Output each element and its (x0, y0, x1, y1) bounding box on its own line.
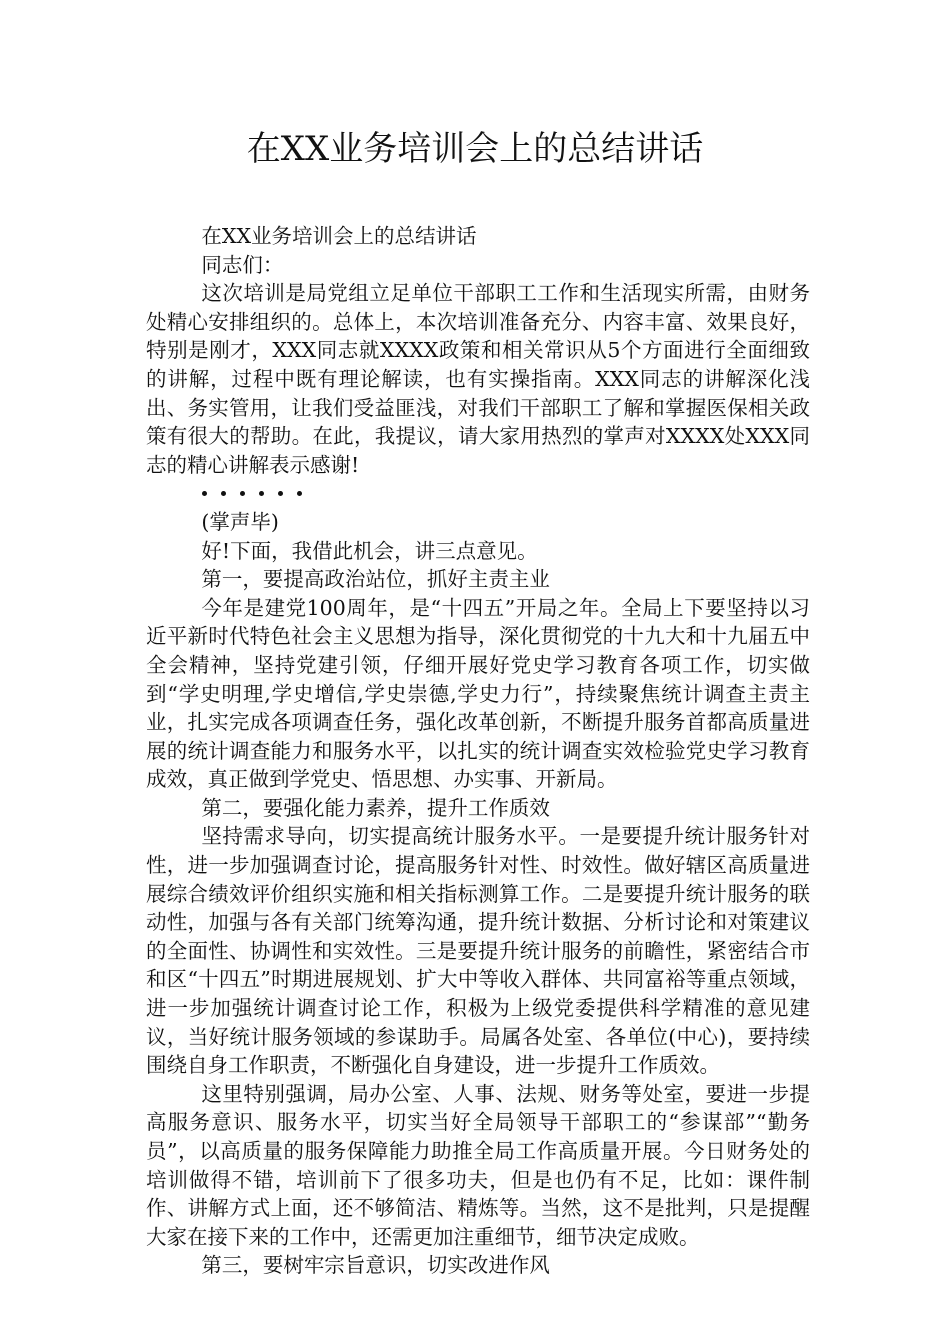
section-heading-3: 第三，要树牢宗旨意识，切实改进作风 (201, 1253, 550, 1278)
dot (297, 491, 302, 496)
applause-note: (掌声毕) (201, 509, 279, 534)
section-heading-1: 第一，要提高政治站位，抓好主责主业 (201, 567, 550, 592)
paragraph-section-2: 坚持需求导向，切实提高统计服务水平。一是要提升统计服务针对性，进一步加强调查讨论，提高服务针对性、时效性。做好辖区高质量进展综合绩效评价组织实施和相关指标测算工作。二是要提升统计服务的联动性，加强与各有关部门统筹沟通，提升统计数据、分析讨论和对策建议的全面性、协调性和实效性。三是要提升统计服务的前瞻性，紧密结合市和区“十四五”时期进展规划、扩大中等收入群体、共同富裕等重点领域，进一步加强统计调查讨论工作，积极为上级党委提供科学精准的意见建议，当好统计服务领域的参谋助手。局属各处室、各单位(中心)，要持续围绕自身工作职责，不断强化自身建设，进一步提升工作质效。 (146, 824, 810, 1078)
greeting: 同志们： (201, 252, 284, 277)
dot (221, 491, 226, 496)
intro-line: 好!下面，我借此机会，讲三点意见。 (201, 538, 538, 563)
subtitle: 在XX业务培训会上的总结讲话 (201, 224, 477, 248)
dot (202, 491, 207, 496)
dot (259, 491, 264, 496)
ellipsis-dots (146, 479, 810, 508)
section-heading-2: 第二，要强化能力素养，提升工作质效 (201, 795, 550, 820)
paragraph-section-1: 今年是建党100周年，是“十四五”开局之年。全局上下要坚持以习近平新时代特色社会主义思想为指导，深化贯彻党的十九大和十九届五中全会精神，坚持党建引领，仔细开展好党史学习教育各项工作，切实做到“学史明理,学史增信,学史崇德,学史力行”，持续聚焦统计调查主责主业，扎实完成各项调查任务，强化改革创新，不断提升服务首都高质量进展的统计调查能力和服务水平，以扎实的统计调查实效检验党史学习教育成效，真正做到学党史、悟思想、办实事、开新局。 (146, 595, 810, 792)
dot (278, 491, 283, 496)
dot (240, 491, 245, 496)
document-title: 在XX业务培训会上的总结讲话 (246, 129, 704, 169)
paragraph-thanks: 这次培训是局党组立足单位干部职工工作和生活现实所需，由财务处精心安排组织的。总体上，本次培训准备充分、内容丰富、效果良好，特别是刚才，XXX同志就XXXX政策和相关常识从5个方面进行全面细致的讲解，过程中既有理论解读，也有实操指南。XXX同志的讲解深化浅出、务实管用，让我们受益匪浅，对我们干部职工了解和掌握医保相关政策有很大的帮助。在此，我提议，请大家用热烈的掌声对XXXX处XXX同志的精心讲解表示感谢! (146, 281, 810, 477)
document-body (146, 222, 810, 1280)
paragraph-emphasis: 这里特别强调，局办公室、人事、法规、财务等处室，要进一步提高服务意识、服务水平，切实当好全局领导干部职工的“参谋部”“勤务员”，以高质量的服务保障能力助推全局工作高质量开展。今日财务处的培训做得不错，培训前下了很多功夫，但是也仍有不足，比如：课件制作、讲解方式上面，还不够简洁、精炼等。当然，这不是批判，只是提醒大家在接下来的工作中，还需更加注重细节，细节决定成败。 (146, 1081, 810, 1249)
